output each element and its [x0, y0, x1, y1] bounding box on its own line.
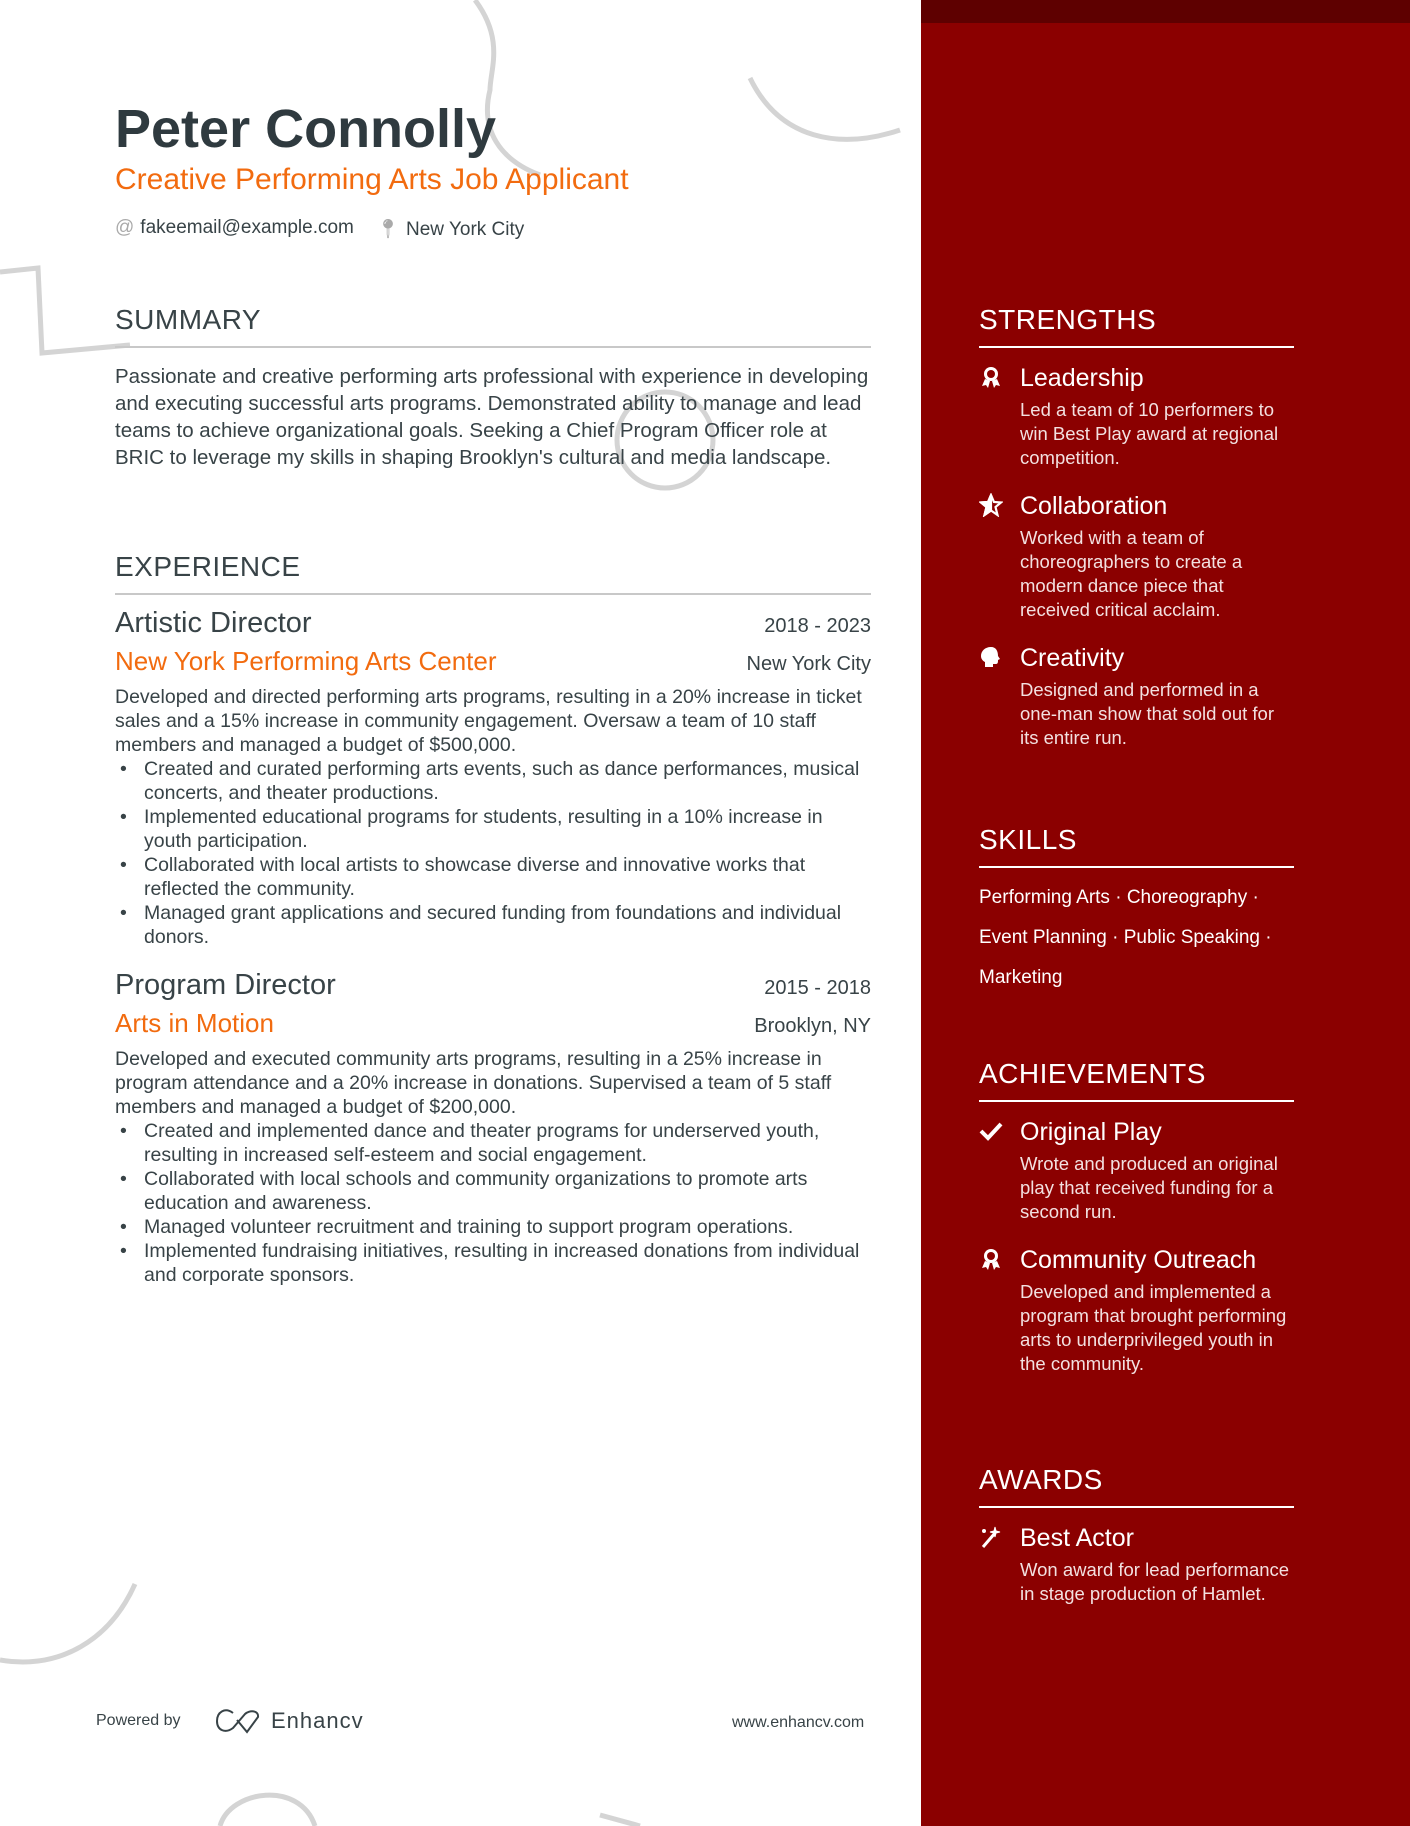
job-description: Developed and executed community arts programs, resulting in a 25% increase in program attendance and a 20% increase in donations. Supervised a team of 5 staff members and managed a budget of $200,000.	[115, 1048, 832, 1118]
skill-separator: ·	[1109, 887, 1127, 908]
experience-section	[115, 551, 871, 1287]
check-icon	[979, 1119, 1003, 1143]
job-dates: 2015 - 2018	[764, 977, 871, 999]
summary-section	[115, 304, 871, 471]
bullet-item: • Collaborated with local artists to showcase diverse and innovative works that reflected the community.	[115, 853, 871, 901]
skill-tag: Choreography	[1126, 887, 1248, 908]
enhancv-logo-icon	[215, 1708, 261, 1734]
item-title: Leadership	[1020, 364, 1144, 392]
divider	[979, 1100, 1294, 1102]
bullet-item: • Created and curated performing arts events, such as dance performances, musical concerts, and theater productions.	[115, 757, 871, 805]
contact-info	[115, 217, 524, 241]
awards-item	[979, 1522, 1294, 1606]
job-entry	[115, 607, 871, 949]
email-contact[interactable]: @ fakeemail@example.com	[115, 217, 354, 238]
bullet-item: • Managed grant applications and secured funding from foundations and individual donors.	[115, 901, 871, 949]
at-icon: @	[115, 217, 135, 238]
item-title: Community Outreach	[1020, 1246, 1257, 1274]
divider	[979, 866, 1294, 868]
bullet-item: • Created and implemented dance and theater programs for underserved youth, resulting in increased self-esteem and social engagement.	[115, 1119, 871, 1167]
job-bullets	[115, 757, 871, 949]
job-subheader	[115, 646, 871, 677]
item-title: Best Actor	[1020, 1524, 1134, 1552]
awards-section	[979, 1464, 1294, 1606]
enhancv-url[interactable]: www.enhancv.com	[732, 1714, 865, 1731]
section-heading: STRENGTHS	[979, 304, 1157, 335]
skills-section	[979, 824, 1294, 998]
skill-tag: Marketing	[979, 967, 1063, 988]
magic-wand-icon	[979, 1525, 1003, 1549]
job-header	[115, 969, 871, 1002]
star-icon	[979, 493, 1003, 517]
bullet-item: • Managed volunteer recruitment and training to support program operations.	[115, 1215, 871, 1239]
skill-separator: ·	[1259, 927, 1272, 948]
job-entry	[115, 969, 871, 1287]
item-description: Led a team of 10 performers to win Best Play award at regional competition.	[1020, 399, 1279, 468]
divider	[979, 1506, 1294, 1508]
candidate-title: Creative Performing Arts Job Applicant	[115, 163, 629, 196]
job-bullets	[115, 1119, 871, 1287]
award-ribbon-icon	[979, 1247, 1003, 1271]
job-location: New York City	[746, 653, 871, 675]
item-description: Wrote and produced an original play that received funding for a second run.	[1020, 1153, 1278, 1222]
head-bulb-icon	[979, 645, 1003, 669]
achievements-item	[979, 1116, 1294, 1224]
section-heading: EXPERIENCE	[115, 551, 301, 582]
sidebar-top-strip	[921, 0, 1410, 23]
strengths-item	[979, 362, 1294, 470]
section-heading: SKILLS	[979, 824, 1077, 855]
job-location: Brooklyn, NY	[754, 1015, 871, 1037]
job-title: Program Director	[115, 969, 336, 1001]
job-subheader	[115, 1008, 871, 1039]
powered-by: Powered by	[96, 1712, 181, 1729]
divider	[115, 593, 871, 595]
strengths-item	[979, 642, 1294, 750]
skill-separator: ·	[1247, 887, 1259, 908]
location-contact: 📍︎ New York City	[375, 219, 525, 240]
strengths-section	[979, 304, 1294, 750]
job-title: Artistic Director	[115, 607, 312, 639]
job-dates: 2018 - 2023	[764, 615, 871, 637]
item-title: Creativity	[1020, 644, 1125, 672]
bullet-item: • Implemented educational programs for students, resulting in a 10% increase in youth participation.	[115, 805, 871, 853]
company-name: New York Performing Arts Center	[115, 646, 497, 676]
item-title: Original Play	[1020, 1118, 1162, 1146]
divider	[115, 346, 871, 348]
achievements-section	[979, 1058, 1294, 1376]
strengths-item	[979, 490, 1294, 622]
skill-tag: Public Speaking	[1123, 927, 1260, 948]
section-heading: ACHIEVEMENTS	[979, 1058, 1206, 1089]
achievements-item	[979, 1244, 1294, 1376]
item-title: Collaboration	[1020, 492, 1168, 520]
award-ribbon-icon	[979, 365, 1003, 389]
bullet-item: • Collaborated with local schools and community organizations to promote arts education and awareness.	[115, 1167, 871, 1215]
company-name: Arts in Motion	[115, 1008, 274, 1038]
bullet-item: • Implemented fundraising initiatives, resulting in increased donations from individual and corporate sponsors.	[115, 1239, 871, 1287]
item-description: Developed and implemented a program that brought performing arts to underprivileged youth in the community.	[1020, 1281, 1287, 1374]
enhancv-logo[interactable]: Enhancv	[215, 1708, 364, 1734]
job-description: Developed and directed performing arts programs, resulting in a 20% increase in ticket sales and a 15% increase in community engagement. Oversaw a team of 10 staff members and managed a budget of $500,000.	[115, 686, 862, 756]
job-header	[115, 607, 871, 640]
item-description: Designed and performed in a one-man show that sold out for its entire run.	[1020, 679, 1275, 748]
skill-tag: Performing Arts	[979, 887, 1110, 908]
summary-text: Passionate and creative performing arts professional with experience in developing and executing successful arts programs. Demonstrated ability to manage and lead teams to achieve organizational goals. Seeking a Chief Program Officer role at BRIC to leverage my skills in shaping Brooklyn's cultural and media landscape.	[115, 365, 869, 469]
location-pin-icon: 📍︎	[375, 219, 401, 240]
skill-tag: Event Planning	[979, 927, 1107, 948]
divider	[979, 346, 1294, 348]
item-description: Worked with a team of choreographers to create a modern dance piece that received critical acclaim.	[1020, 527, 1243, 620]
section-heading: AWARDS	[979, 1464, 1103, 1495]
skill-separator: ·	[1106, 927, 1124, 948]
sidebar	[921, 0, 1410, 1826]
candidate-name: Peter Connolly	[115, 99, 497, 159]
item-description: Won award for lead performance in stage production of Hamlet.	[1020, 1559, 1290, 1604]
section-heading: SUMMARY	[115, 304, 262, 335]
